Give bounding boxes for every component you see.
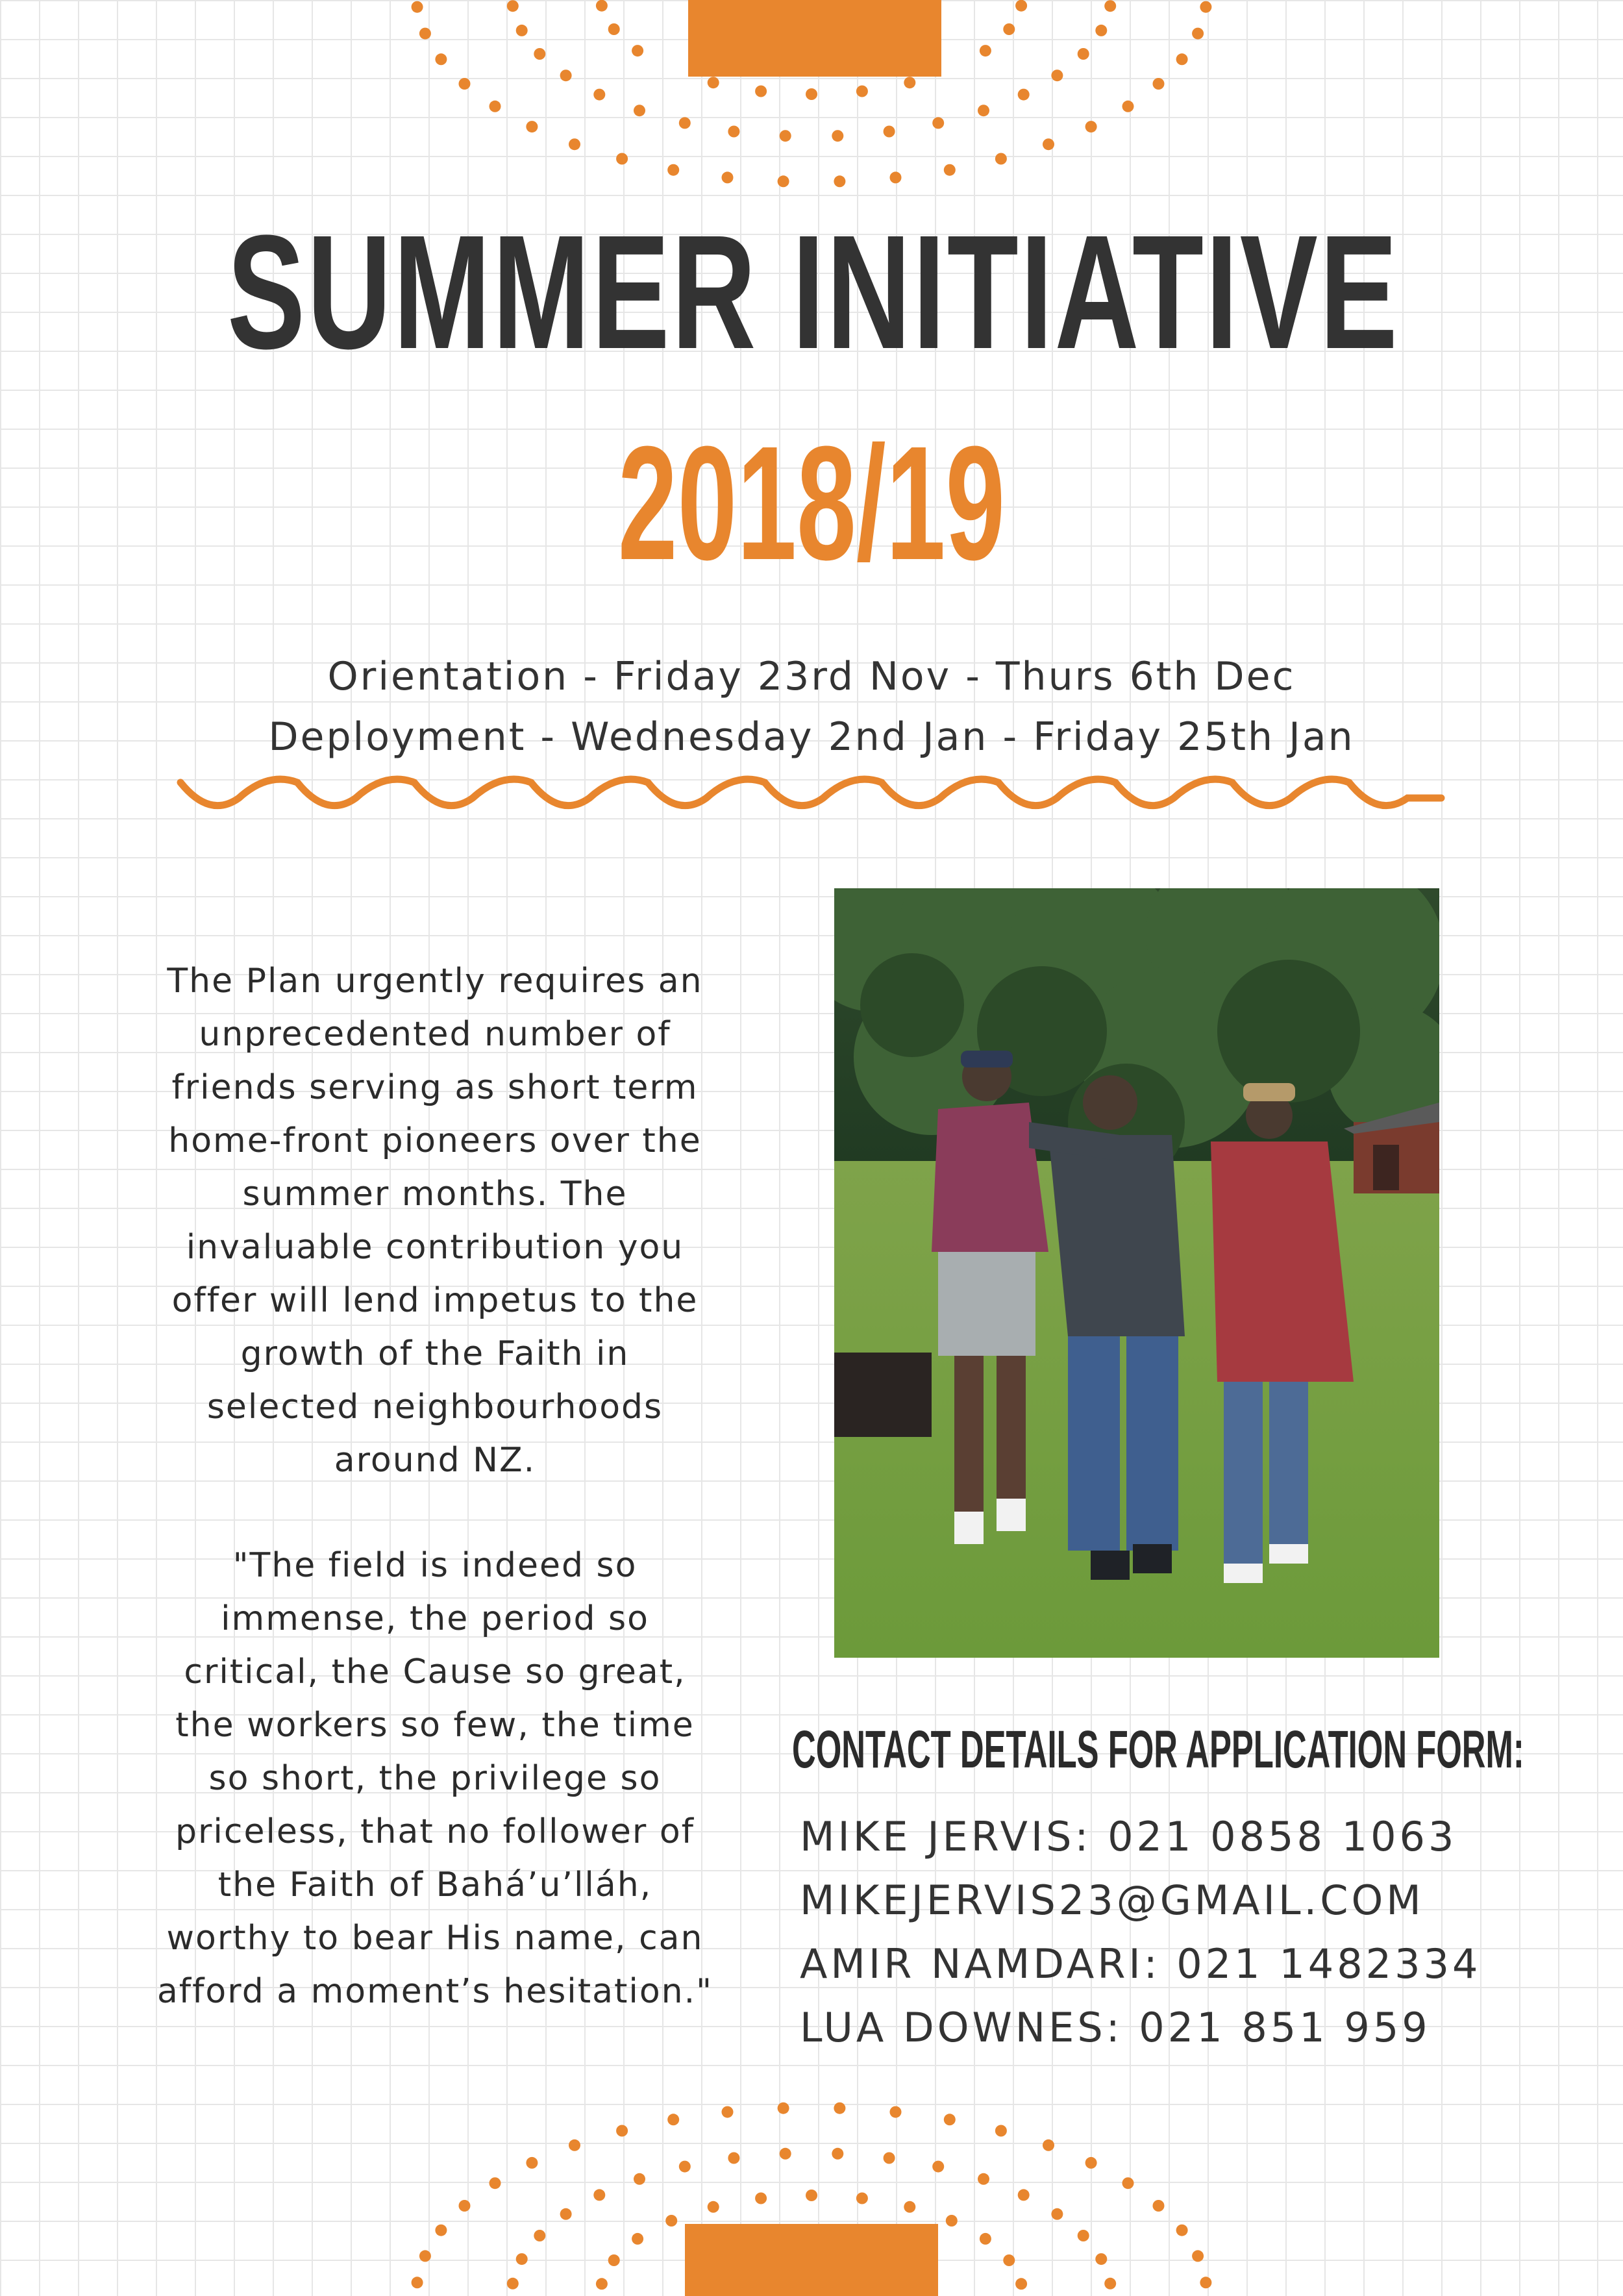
decor-dot bbox=[489, 2177, 501, 2189]
decor-dot bbox=[1078, 48, 1089, 60]
quote-line: critical, the Cause so great, bbox=[184, 1653, 686, 1691]
decor-dot bbox=[995, 153, 1007, 165]
decor-dot bbox=[608, 2254, 620, 2266]
decor-dot bbox=[856, 2193, 868, 2204]
decor-dot bbox=[755, 2193, 767, 2204]
decor-dot bbox=[516, 2253, 528, 2265]
decor-dot bbox=[1192, 2250, 1204, 2262]
decor-dot bbox=[1043, 2140, 1054, 2151]
decor-dot bbox=[1104, 2278, 1116, 2290]
decor-dot bbox=[978, 2173, 989, 2185]
decor-dot bbox=[459, 78, 471, 90]
decor-dot bbox=[596, 2278, 608, 2290]
decor-dot bbox=[1122, 101, 1134, 112]
quote-line: immense, the period so bbox=[221, 1599, 649, 1638]
decor-dot bbox=[596, 0, 608, 12]
decor-dot bbox=[884, 126, 895, 138]
decor-dot bbox=[412, 1, 423, 13]
decor-dot bbox=[1078, 2230, 1089, 2241]
decor-dot bbox=[560, 2208, 572, 2220]
decor-dot bbox=[780, 130, 791, 142]
decor-dot bbox=[1051, 2208, 1063, 2220]
decor-dot bbox=[526, 2157, 538, 2169]
decor-dot bbox=[1051, 69, 1063, 81]
decor-dot bbox=[632, 45, 643, 56]
quote-line: priceless, that no follower of bbox=[175, 1812, 695, 1851]
decor-dot bbox=[834, 175, 845, 187]
decor-dot bbox=[832, 130, 843, 142]
decor-dot bbox=[1200, 1, 1211, 13]
decor-dot bbox=[634, 2173, 645, 2185]
decor-dot bbox=[1085, 121, 1097, 132]
plan-line: home-front pioneers over the bbox=[168, 1121, 702, 1160]
contact-heading: CONTACT DETAILS FOR APPLICATION FORM: bbox=[792, 1720, 1524, 1779]
decor-dot bbox=[728, 126, 739, 138]
plan-line: growth of the Faith in bbox=[240, 1334, 630, 1373]
decor-dot bbox=[708, 2201, 719, 2213]
decor-dot bbox=[593, 89, 605, 101]
plan-line: The Plan urgently requires an bbox=[167, 962, 703, 1001]
decor-dot bbox=[884, 2152, 895, 2164]
plan-line: invaluable contribution you bbox=[186, 1228, 684, 1267]
decor-dot bbox=[1176, 53, 1188, 65]
decor-dot bbox=[632, 2233, 643, 2245]
decor-dot bbox=[755, 86, 767, 97]
decor-dot bbox=[507, 2278, 519, 2290]
decor-dot bbox=[435, 2225, 447, 2236]
decor-dot bbox=[419, 2250, 431, 2262]
contact-list bbox=[800, 1805, 1481, 2060]
decor-dot bbox=[944, 2114, 956, 2125]
decor-dot bbox=[944, 164, 956, 176]
decor-dot bbox=[832, 2148, 843, 2160]
decor-dot bbox=[616, 2125, 628, 2137]
plan-line: selected neighbourhoods bbox=[206, 1388, 663, 1427]
decor-dot bbox=[516, 25, 528, 36]
decor-dot bbox=[534, 48, 545, 60]
decor-dot bbox=[856, 86, 868, 97]
decor-dot bbox=[616, 153, 628, 165]
decor-dot bbox=[980, 2233, 991, 2245]
decor-dot bbox=[978, 105, 989, 116]
decor-dot bbox=[1176, 2225, 1188, 2236]
decor-dot bbox=[1153, 2200, 1165, 2212]
quote-line: worthy to bear His name, can bbox=[166, 1919, 704, 1958]
decor-dot bbox=[946, 2215, 958, 2227]
decor-dot bbox=[890, 171, 902, 183]
decor-dot bbox=[489, 101, 501, 112]
quote-line: "The field is indeed so bbox=[232, 1546, 638, 1585]
decor-dot bbox=[667, 164, 679, 176]
decor-dot bbox=[904, 2201, 915, 2213]
decor-dot bbox=[708, 77, 719, 88]
decor-dot bbox=[679, 2161, 691, 2173]
decor-dot bbox=[1095, 25, 1107, 36]
decor-dot bbox=[1043, 138, 1054, 150]
decor-dot bbox=[526, 121, 538, 132]
decor-dot bbox=[806, 88, 817, 100]
quote-line: afford a moment’s hesitation." bbox=[156, 1972, 713, 2011]
decor-dot bbox=[1018, 89, 1030, 101]
decor-dot bbox=[1003, 23, 1015, 35]
decor-dot bbox=[995, 2125, 1007, 2137]
decor-dot bbox=[1015, 2278, 1027, 2290]
quote-line: the Faith of Bahá’u’lláh, bbox=[217, 1866, 652, 1904]
quote-line: so short, the privilege so bbox=[208, 1759, 662, 1798]
decor-dot bbox=[1018, 2189, 1030, 2201]
decor-dot bbox=[507, 0, 519, 12]
decor-dot bbox=[834, 2103, 845, 2114]
decor-dot bbox=[419, 28, 431, 40]
bottom-orange-bar bbox=[685, 2224, 938, 2296]
plan-line: around NZ. bbox=[334, 1441, 536, 1480]
decor-dot bbox=[806, 2190, 817, 2201]
plan-line: offer will lend impetus to the bbox=[171, 1281, 699, 1320]
decor-dot bbox=[1095, 2253, 1107, 2265]
decor-dot bbox=[980, 45, 991, 56]
decor-dot bbox=[722, 171, 734, 183]
decor-dot bbox=[569, 138, 580, 150]
orientation-dates: Orientation - Friday 23rd Nov - Thurs 6th Dec bbox=[327, 654, 1296, 699]
contact-mike-email[interactable]: MIKEJERVIS23@GMAIL.COM bbox=[800, 1877, 1424, 1924]
decor-dot bbox=[593, 2189, 605, 2201]
plan-line: summer months. The bbox=[242, 1175, 628, 1214]
photo-illustration bbox=[834, 888, 1439, 1658]
decor-dot bbox=[1085, 2157, 1097, 2169]
top-orange-bar bbox=[688, 0, 941, 77]
decor-dot bbox=[608, 23, 620, 35]
decor-dot bbox=[435, 53, 447, 65]
decor-dot bbox=[667, 2114, 679, 2125]
decor-dot bbox=[932, 2161, 944, 2173]
decor-dot bbox=[778, 175, 789, 187]
decor-dot bbox=[1153, 78, 1165, 90]
quote-line: the workers so few, the time bbox=[175, 1706, 695, 1745]
decor-dot bbox=[665, 2215, 677, 2227]
decor-dot bbox=[780, 2148, 791, 2160]
decor-dot bbox=[1192, 28, 1204, 40]
decor-dot bbox=[778, 2103, 789, 2114]
decor-dot bbox=[1015, 0, 1027, 12]
wave-divider bbox=[175, 769, 1448, 828]
decor-dot bbox=[412, 2277, 423, 2288]
decor-dot bbox=[560, 69, 572, 81]
decor-dot bbox=[932, 117, 944, 129]
decor-dot bbox=[904, 77, 915, 88]
photo-three-friends-walking bbox=[834, 888, 1439, 1658]
decor-dot bbox=[1003, 2254, 1015, 2266]
page-year: 2018/19 bbox=[617, 412, 1006, 593]
decor-dot bbox=[634, 105, 645, 116]
quote-paragraph bbox=[123, 1539, 747, 2018]
page-title: SUMMER INITIATIVE bbox=[227, 201, 1400, 382]
contact-lua-phone: LUA DOWNES: 021 851 959 bbox=[800, 2004, 1431, 2051]
deployment-dates: Deployment - Wednesday 2nd Jan - Friday 25th Jan bbox=[268, 714, 1355, 760]
contact-mike-phone: MIKE JERVIS: 021 0858 1063 bbox=[800, 1813, 1457, 1860]
decor-dot bbox=[569, 2140, 580, 2151]
decor-dot bbox=[728, 2152, 739, 2164]
plan-paragraph bbox=[123, 955, 747, 1487]
plan-line: unprecedented number of bbox=[199, 1015, 671, 1054]
decor-dot bbox=[1104, 0, 1116, 12]
decor-dot bbox=[1200, 2277, 1211, 2288]
decor-dot bbox=[722, 2106, 734, 2118]
decor-dot bbox=[679, 117, 691, 129]
decor-dot bbox=[1122, 2177, 1134, 2189]
decor-dot bbox=[890, 2106, 902, 2118]
decor-dot bbox=[459, 2200, 471, 2212]
decor-dot bbox=[534, 2230, 545, 2241]
contact-amir-phone: AMIR NAMDARI: 021 1482334 bbox=[800, 1940, 1481, 1988]
plan-line: friends serving as short term bbox=[171, 1068, 699, 1107]
